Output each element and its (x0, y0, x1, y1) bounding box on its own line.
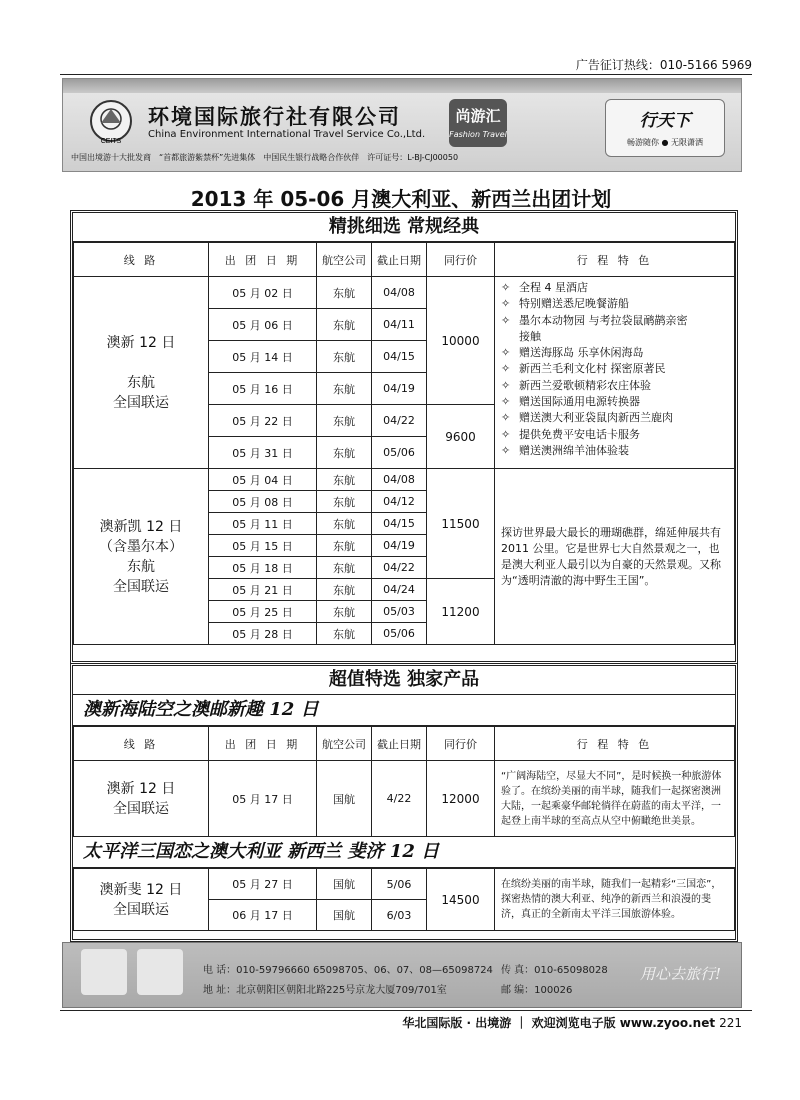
route-description: 在缤纷美丽的南半球，随我们一起精彩“三国恋”，探密热情的澳大利亚、纯净的新西兰和浪漫的斐济，真正的全新南太平洋三国旅游体验。 (495, 869, 735, 931)
footer-postcode: 邮 编：100026 (501, 985, 573, 996)
airline: 东航 (317, 623, 372, 645)
col-airline: 航空公司 (317, 243, 372, 277)
ceits-logo-icon (87, 99, 135, 147)
deadline: 04/19 (372, 535, 427, 557)
feature-text: 赠送澳洲绵羊油体验装 (519, 443, 629, 457)
airline: 东航 (317, 601, 372, 623)
col-price: 同行价 (427, 243, 495, 277)
exclusive-products-section (70, 663, 738, 942)
airline: 东航 (317, 405, 372, 437)
page-number: 221 (719, 1016, 742, 1030)
airline: 东航 (317, 373, 372, 405)
diamond-bullet-icon: ✧ (501, 362, 511, 376)
footer-phone: 电 话：010-59796660 65098705、06、07、08—65098724 (203, 965, 493, 976)
diamond-bullet-icon: ✧ (501, 281, 511, 294)
diamond-bullet-icon: ✧ (501, 378, 511, 392)
deadline: 05/06 (372, 623, 427, 645)
price: 9600 (427, 405, 495, 469)
price: 10000 (427, 277, 495, 405)
diamond-bullet-icon: ✧ (501, 297, 511, 311)
airline: 东航 (317, 437, 372, 469)
route-name: 澳新斐 12 日 (99, 881, 183, 898)
list-item (501, 443, 728, 459)
col-price: 同行价 (427, 727, 495, 761)
price: 14500 (427, 869, 495, 931)
departure-date: 05 月 06 日 (209, 309, 317, 341)
deadline: 05/03 (372, 601, 427, 623)
deadline: 5/06 (372, 869, 427, 900)
airline: 国航 (317, 869, 372, 900)
route-transport: 全国联运 (113, 800, 169, 817)
diamond-bullet-icon: ✧ (501, 427, 511, 441)
product1-table (73, 726, 735, 837)
route-cell (74, 469, 209, 645)
deadline: 04/08 (372, 277, 427, 309)
airline: 东航 (317, 309, 372, 341)
airline: 东航 (317, 491, 372, 513)
departure-date: 05 月 18 日 (209, 557, 317, 579)
feature-text: 全程 4 星酒店 (519, 281, 588, 294)
departure-date: 05 月 31 日 (209, 437, 317, 469)
col-date: 出 团 日 期 (209, 243, 317, 277)
list-item (501, 427, 728, 443)
section2-title: 超值特选 独家产品 (73, 666, 735, 695)
route-note: （含墨尔本） (99, 538, 183, 555)
deadline: 04/11 (372, 309, 427, 341)
airline: 东航 (317, 513, 372, 535)
page-title: 2013 年 05-06 月澳大利亚、新西兰出团计划 (190, 187, 612, 211)
col-route: 线 路 (74, 727, 209, 761)
list-item (501, 378, 728, 394)
table-row (74, 277, 735, 309)
departure-date: 05 月 08 日 (209, 491, 317, 513)
company-credentials: 中国出境游十大批发商 “首都旅游紫禁杯”先进集体 中国民生银行战略合作伙伴 许可证号：L-BJ-CJ00050 (71, 153, 459, 162)
list-item (501, 394, 728, 410)
route-airline: 东航 (127, 558, 155, 575)
list-item (501, 361, 728, 377)
classic-routes-section (70, 210, 738, 664)
route-cell (74, 761, 209, 837)
brand-name-cn: 尚游汇 (455, 107, 501, 125)
brand-name-en: Fashion Travel (449, 130, 507, 139)
product2-title: 太平洋三国恋之澳大利亚 新西兰 斐济 12 日 (73, 837, 735, 868)
col-deadline: 截止日期 (372, 243, 427, 277)
list-item (501, 345, 728, 361)
departure-date: 05 月 27 日 (209, 869, 317, 900)
departure-date: 05 月 28 日 (209, 623, 317, 645)
route-transport: 全国联运 (113, 394, 169, 411)
feature-text: 赠送海豚岛 乐享休闲海岛 (519, 346, 644, 360)
diamond-bullet-icon: ✧ (501, 395, 511, 409)
col-airline: 航空公司 (317, 727, 372, 761)
bottom-divider (60, 1010, 752, 1011)
footer-fax: 传 真：010-65098028 (501, 965, 608, 976)
airline: 东航 (317, 341, 372, 373)
price: 11500 (427, 469, 495, 579)
departure-date: 05 月 25 日 (209, 601, 317, 623)
feature-text: 墨尔本动物园 与考拉袋鼠鸸鹋亲密 (519, 313, 688, 327)
route-cell (74, 869, 209, 931)
xingtianxia-badge (605, 99, 725, 157)
deadline: 04/15 (372, 513, 427, 535)
airline: 东航 (317, 277, 372, 309)
airline: 国航 (317, 761, 372, 837)
feature-text: 特别赠送悉尼晚餐游船 (519, 297, 629, 311)
list-item (501, 410, 728, 426)
departure-date: 05 月 21 日 (209, 579, 317, 601)
departure-date: 06 月 17 日 (209, 900, 317, 931)
deadline: 04/15 (372, 341, 427, 373)
fashion-travel-badge (449, 99, 507, 147)
deadline: 04/19 (372, 373, 427, 405)
footer-address: 地 址：北京朝阳区朝阳北路225号京龙大厦709/701室 (203, 985, 447, 996)
route-name: 澳新 12 日 (106, 780, 176, 797)
departure-date: 05 月 16 日 (209, 373, 317, 405)
deadline: 05/06 (372, 437, 427, 469)
table-row (74, 761, 735, 837)
deadline: 04/12 (372, 491, 427, 513)
airline: 东航 (317, 469, 372, 491)
feature-text: 赠送国际通用电源转换器 (519, 395, 640, 409)
deadline: 4/22 (372, 761, 427, 837)
company-name-en: China Environment International Travel Service Co.,Ltd. (148, 129, 426, 140)
airline: 东航 (317, 557, 372, 579)
departure-date: 05 月 11 日 (209, 513, 317, 535)
feature-text: 接触 (519, 329, 541, 343)
company-header-banner (62, 78, 742, 172)
deadline: 04/08 (372, 469, 427, 491)
contact-footer (62, 942, 742, 1008)
header-band (63, 79, 741, 93)
list-item (501, 280, 728, 296)
col-features: 行 程 特 色 (495, 243, 735, 277)
list-item (501, 296, 728, 312)
price: 11200 (427, 579, 495, 645)
deadline: 6/03 (372, 900, 427, 931)
route-name: 澳新 12 日 (106, 334, 176, 351)
ad-hotline: 广告征订热线：010-5166 5969 (575, 58, 752, 72)
feature-text: 赠送澳大利亚袋鼠肉新西兰鹿肉 (519, 411, 673, 425)
edition-and-website: 华北国际版 · 出境游 ｜ 欢迎浏览电子版 www.zyoo.net (402, 1016, 716, 1030)
diamond-bullet-icon: ✧ (501, 346, 511, 360)
list-item (501, 313, 728, 329)
features-cell (495, 277, 735, 469)
feature-text: 新西兰爱歌顿精彩农庄体验 (519, 378, 651, 392)
airline: 东航 (317, 579, 372, 601)
list-item (501, 329, 728, 345)
route-transport: 全国联运 (113, 901, 169, 918)
xtx-slogan: 畅游随你 ● 无限潇洒 (626, 138, 704, 147)
table-row (74, 869, 735, 900)
airline: 国航 (317, 900, 372, 931)
price: 12000 (427, 761, 495, 837)
col-features: 行 程 特 色 (495, 727, 735, 761)
airline: 东航 (317, 535, 372, 557)
xtx-title: 行天下 (639, 111, 691, 131)
table-row (74, 469, 735, 491)
col-route: 线 路 (74, 243, 209, 277)
route-transport: 全国联运 (113, 578, 169, 595)
diamond-bullet-icon: ✧ (501, 411, 511, 425)
footer-slogan: 用心去旅行! (639, 965, 721, 983)
company-name-cn: 环境国际旅行社有限公司 (148, 105, 401, 129)
col-deadline: 截止日期 (372, 727, 427, 761)
departure-date: 05 月 02 日 (209, 277, 317, 309)
departure-date: 05 月 17 日 (209, 761, 317, 837)
diamond-bullet-icon: ✧ (501, 443, 511, 457)
section1-title: 精挑细选 常规经典 (73, 213, 735, 242)
deadline: 04/22 (372, 405, 427, 437)
product2-table (73, 868, 735, 931)
top-divider (60, 74, 752, 75)
col-date: 出 团 日 期 (209, 727, 317, 761)
route-description: “广阔海陆空，尽显大不同”，是时候换一种旅游体验了。在缤纷美丽的南半球，随我们一起探密澳洲大陆，一起乘豪华邮轮徜徉在蔚蓝的南太平洋，一起登上南半球的至高点从空中俯瞰绝世美景。 (495, 761, 735, 837)
route-airline: 东航 (127, 374, 155, 391)
feature-text: 提供免费平安电话卡服务 (519, 427, 640, 441)
award-seal-icon (137, 949, 183, 995)
route-description: 探访世界最大最长的珊瑚礁群，绵延伸展共有 2011 公里。它是世界七大自然景观之一，也是澳大利亚人最引以为自豪的天然景观。又称为“透明清澈的海中野生王国”。 (495, 469, 735, 645)
deadline: 04/24 (372, 579, 427, 601)
deadline: 04/22 (372, 557, 427, 579)
product1-title: 澳新海陆空之澳邮新趣 12 日 (73, 695, 735, 726)
feature-text: 新西兰毛利文化村 探密原著民 (519, 362, 666, 376)
page-footer (402, 1014, 742, 1031)
route-name: 澳新凯 12 日 (99, 518, 183, 535)
departure-date: 05 月 04 日 (209, 469, 317, 491)
partner-logo-icon (81, 949, 127, 995)
logo-text: CEITS (100, 138, 122, 145)
departure-date: 05 月 15 日 (209, 535, 317, 557)
departure-date: 05 月 14 日 (209, 341, 317, 373)
classic-routes-table (73, 242, 735, 645)
departure-date: 05 月 22 日 (209, 405, 317, 437)
diamond-bullet-icon: ✧ (501, 313, 511, 327)
route-cell (74, 277, 209, 469)
